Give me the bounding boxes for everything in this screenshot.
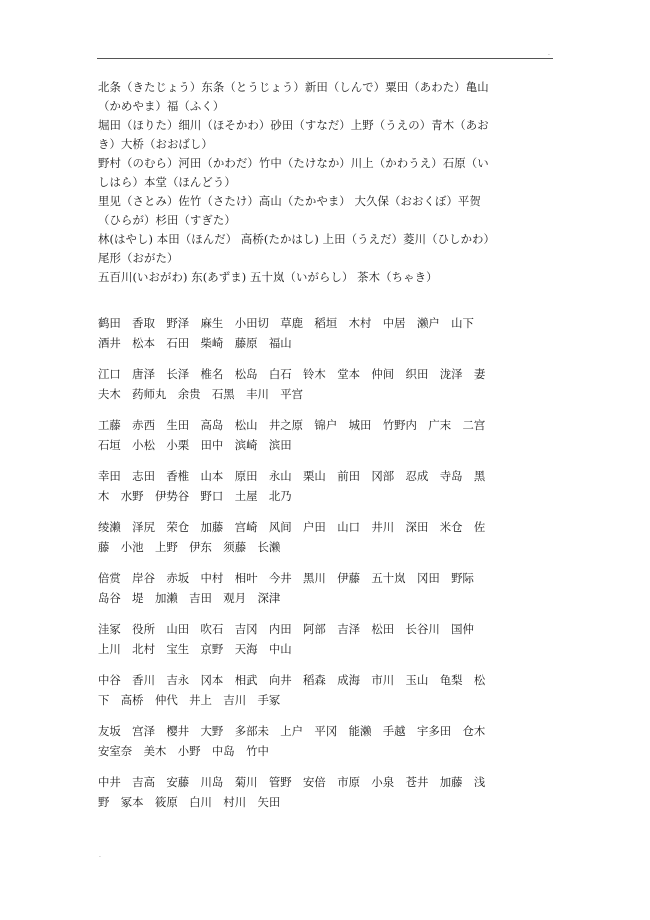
reading-line: 野村（のむら）河田（かわだ）竹中（たけなか）川上（かわうえ）石原（い — [98, 156, 489, 170]
reading-line: 堀田（ほりた）细川（ほそかわ）砂田（すなだ）上野（うえの）青木（あお — [98, 118, 489, 132]
name-line: 夫木 药师丸 余贵 石黑 丰川 平宫 — [98, 386, 304, 401]
name-paragraph — [98, 620, 554, 659]
name-paragraph — [98, 773, 554, 812]
name-line: 下 高桥 仲代 井上 吉川 手冢 — [98, 692, 281, 707]
name-line: 幸田 志田 香椎 山本 原田 永山 栗山 前田 冈部 忍成 寺岛 黑 — [98, 469, 486, 483]
name-line: 酒井 松本 石田 柴崎 藤原 福山 — [98, 335, 292, 350]
name-paragraph — [98, 314, 554, 353]
header-mark: . — [548, 50, 550, 57]
reading-line: 里见（さとみ）佐竹（さたけ）高山（たかやま） 大久保（おおくぼ）平贺 — [98, 194, 481, 208]
reading-line: （ひらが）杉田（すぎた） — [98, 213, 236, 227]
name-line: 友坂 宫泽 樱井 大野 多部未 上户 平冈 能濑 手越 宇多田 仓木 — [98, 724, 486, 738]
name-paragraph — [98, 416, 554, 455]
name-paragraph — [98, 467, 554, 506]
name-paragraph — [98, 518, 554, 557]
name-line: 中谷 香川 吉永 冈本 相武 向井 稻森 成海 市川 玉山 龟梨 松 — [98, 673, 486, 687]
reading-line: 五百川(いおがわ) 东(あずま) 五十岚（いがらし） 茶木（ちゃき） — [98, 270, 438, 284]
surname-readings-section — [98, 78, 554, 287]
name-line: 中井 吉高 安藤 川岛 菊川 管野 安倍 市原 小泉 苍井 加藤 浅 — [98, 775, 486, 789]
reading-line: しはら）本堂（ほんどう） — [98, 175, 236, 189]
name-paragraph — [98, 671, 554, 710]
name-line: 江口 唐泽 长泽 椎名 松岛 白石 铃木 堂本 仲间 织田 泷泽 妻 — [98, 367, 486, 381]
name-line: 岛谷 堤 加濑 吉田 观月 深津 — [98, 590, 281, 605]
surname-list-section — [98, 314, 554, 812]
name-line: 石垣 小松 小栗 田中 滨崎 滨田 — [98, 437, 292, 452]
name-paragraph — [98, 569, 554, 608]
document-body — [98, 78, 554, 824]
name-line: 绫濑 泽尻 荣仓 加藤 宫崎 风间 户田 山口 井川 深田 米仓 佐 — [98, 520, 486, 534]
name-line: 工藤 赤西 生田 高岛 松山 井之原 锦户 城田 竹野内 广末 二宫 — [98, 418, 486, 432]
reading-line: き）大桥（おおばし） — [98, 137, 213, 151]
name-line: 鹤田 香取 野泽 麻生 小田切 草鹿 稻垣 木村 中居 濑户 山下 — [98, 316, 474, 330]
name-line: 野 冢本 筱原 白川 村川 矢田 — [98, 794, 281, 809]
reading-line: 林(はやし) 本田（ほんだ） 高桥(たかはし) 上田（うえだ）菱川（ひしかわ） — [98, 232, 496, 246]
name-paragraph — [98, 722, 554, 761]
name-line: 木 水野 伊势谷 野口 土屋 北乃 — [98, 488, 292, 503]
footer-mark: . — [99, 852, 101, 859]
reading-line: 尾形（おがた） — [98, 251, 179, 265]
name-line: 上川 北村 宝生 京野 天海 中山 — [98, 641, 292, 656]
reading-line: 北条（きたじょう）东条（とうじょう）新田（しんで）粟田（あわた）亀山 — [98, 80, 489, 94]
name-line: 安室奈 美木 小野 中岛 竹中 — [98, 743, 269, 758]
header-rule — [97, 58, 553, 59]
name-line: 洼冢 役所 山田 吹石 吉冈 内田 阿部 吉泽 松田 长谷川 国仲 — [98, 622, 474, 636]
name-line: 倍赏 岸谷 赤坂 中村 相叶 今井 黑川 伊藤 五十岚 冈田 野际 — [98, 571, 474, 585]
name-line: 藤 小池 上野 伊东 须藤 长濑 — [98, 539, 281, 554]
name-paragraph — [98, 365, 554, 404]
reading-line: （かめやま）福（ふく） — [98, 99, 225, 113]
